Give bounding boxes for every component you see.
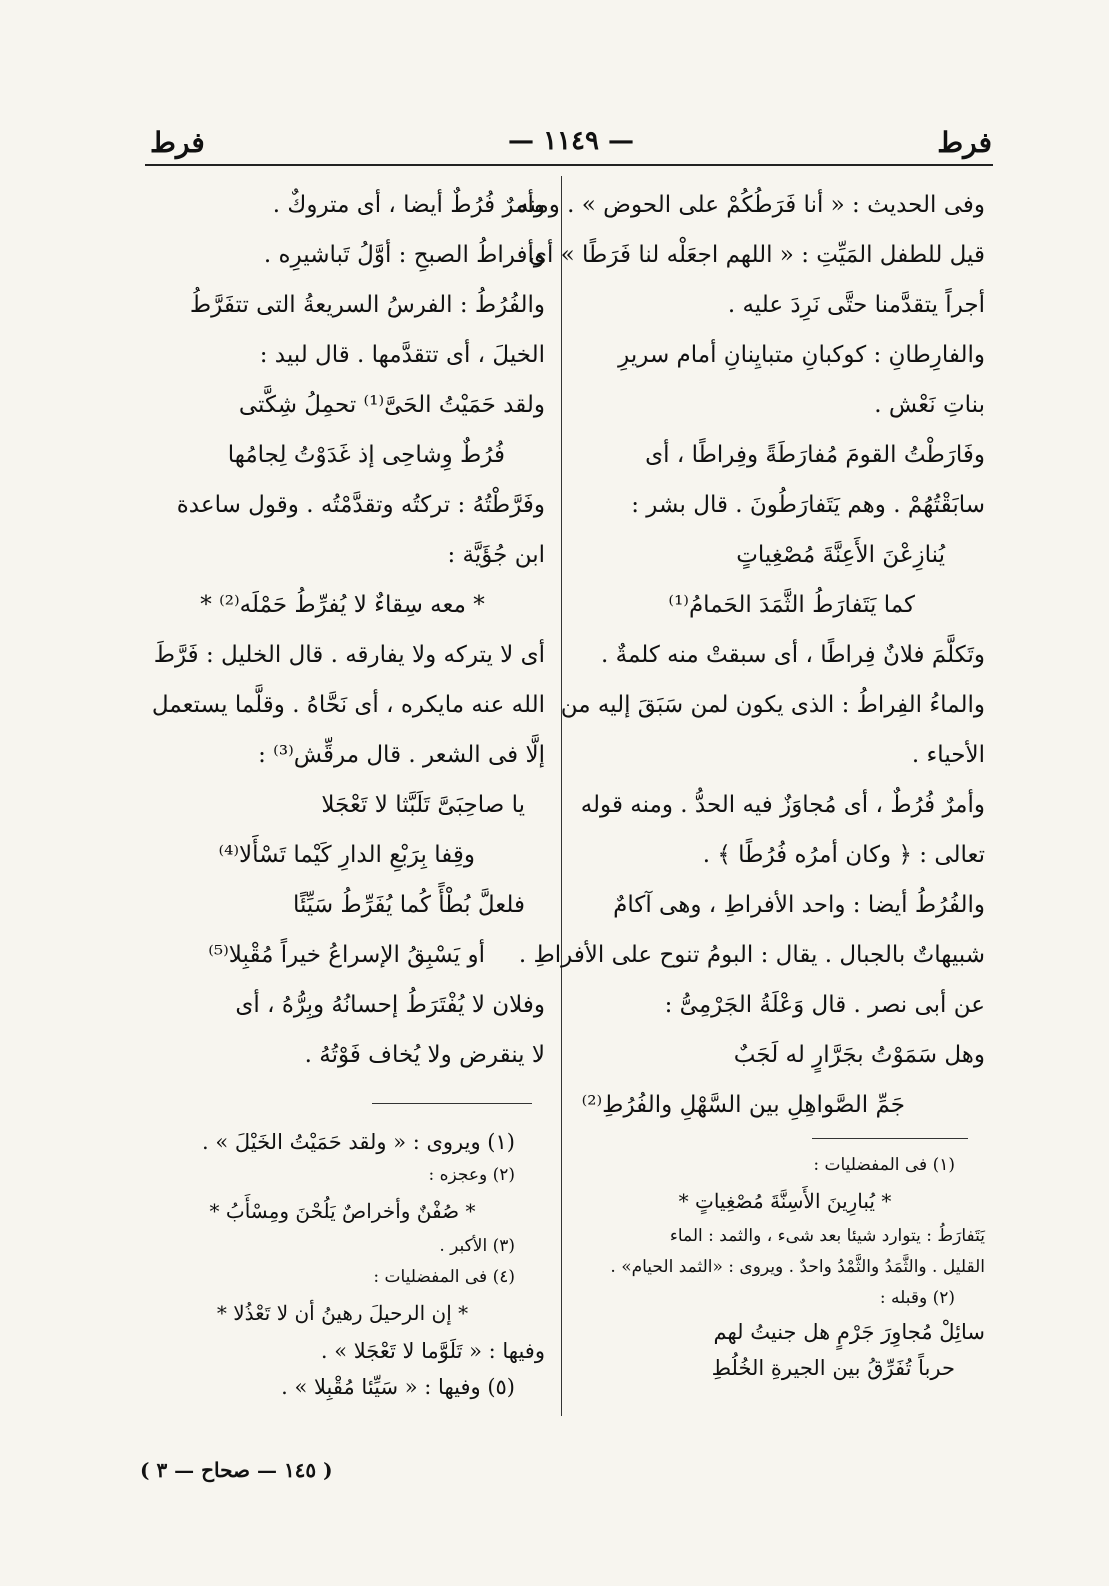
text-line: تعالى : ﴿ وكان أمرُه فُرُطًا ﴾ . [702, 842, 985, 868]
footnote-rule [812, 1138, 968, 1139]
text-line: والماءُ الفِراطُ : الذى يكون لمن سَبَقَ إليه من [560, 692, 985, 718]
verse-line: فُرُطٌ وِشاحِى إذ غَدَوْتُ لِجامُها [227, 442, 505, 468]
footnote-line: القليل . والثَّمَدُ والثَّمْدُ واحدٌ . ويروى : «الثمد الحيام» . [610, 1257, 985, 1277]
verse-line: جَمِّ الصَّواهِلِ بين السَّهْلِ والفُرُطِ⁽²⁾ [581, 1092, 905, 1118]
verse-line: * معه سِقاءٌ لا يُفرِّطُ حَمْلَه⁽²⁾ * [200, 592, 485, 618]
verse-line: يا صاحِبَىَّ تَلَبَّثا لا تَعْجَلا [321, 792, 525, 818]
verse-line: يُنازِعْنَ الأَعِنَّةَ مُصْغِياتٍ [736, 542, 945, 568]
footnote-line: * يُبارِينَ الأَسِنَّةَ مُصْغِياتٍ * [678, 1189, 892, 1213]
verse-line: فلعلَّ بُطْأً كُما يُفَرِّطُ سَيِّئًا [292, 892, 525, 918]
right-column [517, 180, 985, 1130]
left-footnotes [140, 1124, 545, 1405]
footnote-line: وفيها : « تَلَوَّما لا تَعْجَلا » . [320, 1339, 545, 1363]
text-line: والفارِطانِ : كوكبانِ متبايِنانِ أمام سريرِ [618, 342, 985, 368]
text-line: وتَكلَّمَ فلانٌ فِراطًا ، أى سبقتْ منه كلمةٌ . [601, 642, 985, 668]
text-line: الله عنه مايكره ، أى نَحَّاهُ . وقلَّما يستعمل [151, 692, 545, 718]
text-line: شبيهاتٌ بالجبال . يقال : البومُ تنوح على الأفراطِ . [518, 942, 985, 968]
footnote-line: * صُفْنٌ وأخراصٌ يَلُحْنَ ومِسْأَبُ * [209, 1199, 476, 1223]
footnote-rule [372, 1103, 532, 1104]
header-keyword-left: فرط [150, 126, 205, 159]
text-line: الخيلَ ، أى تتقدَّمها . قال لبيد : [259, 342, 545, 368]
verse-line: أو يَسْبِقُ الإسراعُ خيراً مُقْبِلا⁽⁵⁾ [208, 942, 485, 968]
text-line: وأمرٌ فُرُطٌ أيضا ، أى متروكٌ . [272, 192, 545, 218]
header-keyword-right: فرط [937, 126, 992, 159]
text-line: عن أبى نصر . قال وَعْلَةُ الجَرْمِىُّ : [664, 992, 985, 1018]
footnote-line: سائِلْ مُجاوِرَ جَرْمٍ هل جنيتُ لهم [713, 1320, 985, 1344]
text-line: وأفراطُ الصبحِ : أوَّلُ تَباشيرِه . [263, 242, 545, 268]
text-line: بناتِ نَعْش . [874, 392, 985, 418]
left-column [140, 180, 545, 1080]
running-header [150, 122, 992, 162]
verse-line: وهل سَمَوْتُ بجَرَّارٍ له لَجَبٌ [733, 1042, 985, 1068]
column-divider [561, 176, 562, 1416]
text-line: لا ينقرض ولا يُخاف فَوْتُهُ . [304, 1042, 545, 1068]
footnote-line: (١) فى المفضليات : [813, 1155, 955, 1175]
footnote-line: حرباً تُفَرِّقُ بين الجيرةِ الخُلُطِ [711, 1356, 955, 1380]
text-line: قيل للطفل المَيِّتِ : « اللهم اجعَلْه لنا فَرَطًا » أى [528, 242, 985, 268]
footnote-line: (٢) وعجزه : [428, 1165, 515, 1185]
text-line: إلَّا فى الشعر . قال مرقِّش⁽³⁾ : [258, 742, 545, 768]
signature-mark: ( ١٤٥ — صحاح — ٣ ) [140, 1458, 333, 1482]
footnote-line: (٢) وقبله : [879, 1288, 955, 1308]
text-line: أى لا يتركه ولا يفارقه . قال الخليل : فَرَّطَ [153, 642, 545, 668]
footnote-line: يَتَفارَطُ : يتوارد شيئا بعد شىء ، والثمد : الماء [669, 1226, 985, 1246]
text-line: الأحياء . [911, 742, 985, 768]
footnote-line: * إن الرحيلَ رهينُ أن لا تَعْذُلا * [216, 1301, 469, 1325]
text-line: وفَرَّطْتُهُ : تركتُه وتقدَّمْتُه . وقول ساعدة [176, 492, 545, 518]
text-line: وفى الحديث : « أنا فَرَطُكُمْ على الحوض » . ومنه [517, 192, 985, 218]
footnote-line: (٣) الأكبر . [439, 1236, 515, 1256]
page-number: — ١١٤٩ — [508, 126, 634, 156]
verse-line: وقِفا بِرَبْعِ الدارِ كَيْما تَسْأَلا⁽⁴⁾ [218, 842, 475, 868]
header-rule [145, 164, 993, 166]
verse-line: كما يَتَفارَطُ الثَّمَدَ الحَمامُ⁽¹⁾ [668, 592, 915, 618]
text-line: والفُرُطُ : الفرسُ السريعةُ التى تتفَرَّطُ [189, 292, 545, 318]
text-line: ابن جُؤَيَّة : [447, 542, 545, 568]
text-line: وفَارَطْتُ القومَ مُفارَطَةً وفِراطًا ، أى [645, 442, 985, 468]
text-line: والفُرُطُ أيضا : واحد الأفراطِ ، وهى آكامٌ [613, 892, 985, 918]
footnote-line: (٥) وفيها : « سَيِّئا مُقْبِلا » . [281, 1375, 515, 1399]
text-line: سابَقْتُهُمْ . وهم يَتَفارَطُونَ . قال بشر : [631, 492, 985, 518]
right-footnotes [585, 1150, 985, 1386]
verse-line: ولقد حَمَيْتُ الحَىَّ⁽¹⁾ تحمِلُ شِكَّتى [238, 392, 545, 418]
footnote-line: (٤) فى المفضليات : [373, 1267, 515, 1287]
footnote-line: (١) ويروى : « ولقد حَمَيْتُ الخَيْلَ » . [202, 1130, 515, 1154]
text-line: وأمرٌ فُرُطٌ ، أى مُجاوَزٌ فيه الحدُّ . ومنه قوله [580, 792, 985, 818]
text-line: وفلان لا يُفْتَرَطُ إحسانُهُ وبِرُّهُ ، أى [235, 992, 545, 1018]
text-line: أجراً يتقدَّمنا حتَّى نَرِدَ عليه . [727, 292, 985, 318]
